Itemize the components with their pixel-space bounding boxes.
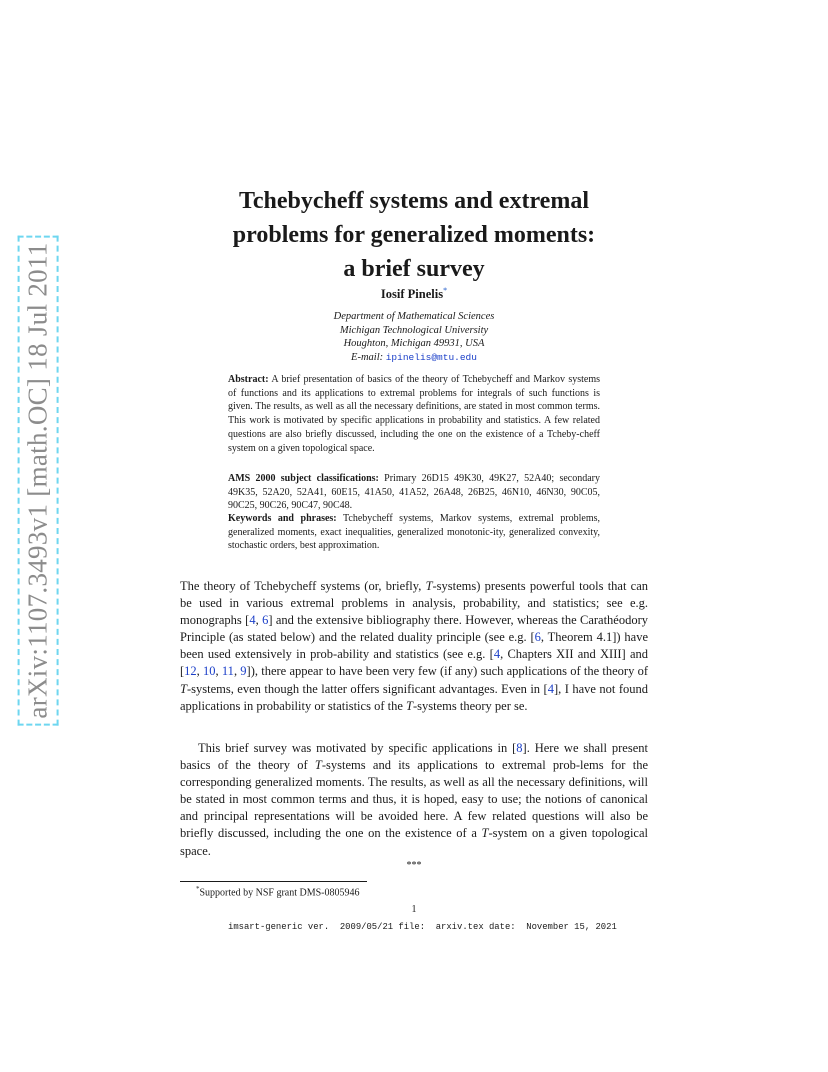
footnote-text: Supported by NSF grant DMS-0805946 bbox=[199, 887, 360, 899]
citation-link[interactable]: 4 bbox=[547, 681, 554, 696]
text-run: , bbox=[233, 664, 241, 679]
body-paragraph-1 bbox=[180, 578, 648, 715]
text-run: -system on a given topological space. bbox=[180, 826, 648, 858]
section-separator: *** bbox=[406, 860, 422, 871]
text-run: ], I have not found applications in probability or statistics of the bbox=[180, 681, 648, 713]
affiliation-dept: Department of Mathematical Sciences bbox=[333, 311, 495, 322]
email-link[interactable]: ipinelis@mtu.edu bbox=[385, 351, 477, 363]
text-run: This brief survey was motivated by specific applications in [ bbox=[198, 741, 517, 755]
title-line-1: Tchebycheff systems and extremal bbox=[239, 188, 589, 214]
text-run: , bbox=[215, 664, 222, 679]
email-label: E-mail: bbox=[351, 351, 384, 363]
math-symbol: T bbox=[180, 681, 187, 696]
citation-link[interactable]: 10 bbox=[203, 664, 216, 679]
paper-title bbox=[180, 184, 648, 286]
ams-classification bbox=[228, 472, 600, 513]
arxiv-identifier[interactable]: arXiv:1107.3493v1 [math.OC] 18 Jul 2011 bbox=[22, 241, 53, 719]
ams-label: AMS 2000 subject classifications: bbox=[228, 473, 379, 484]
text-run: -systems theory per se. bbox=[412, 698, 528, 713]
citation-link[interactable]: 4 bbox=[493, 647, 501, 662]
text-run: -systems, even though the latter offers significant advantages. Even in [ bbox=[186, 681, 548, 696]
author bbox=[180, 286, 648, 302]
keywords bbox=[228, 512, 600, 553]
text-run: ] and the extensive bibliography there. However, whereas the Carathéodory Principle (as stated below) and the related duality principle (see e.g. [ bbox=[180, 613, 649, 645]
keywords-text: Tchebycheff systems, Markov systems, extremal problems, generalized moments, exact inequalities, generalized monotonic-ity, generalized convexity, stochastic orders, best approximation. bbox=[228, 513, 600, 552]
title-line-2: problems for generalized moments: bbox=[232, 222, 596, 248]
citation-link[interactable]: 12 bbox=[184, 664, 197, 679]
text-run: -systems) presents powerful tools that can be used in various extremal problems in analysis, probability, and statistics; see e.g. monographs [ bbox=[180, 579, 648, 628]
footnote bbox=[196, 885, 360, 898]
text-run: -systems and its applications to extremal prob-lems for the corresponding generalized moments. The results, as well as all the necessary definitions, will be stated in most common terms and thus, it is hoped, easy to use; the notions of canonical and principal representations will be avoided here. A few related questions will also be briefly discussed, including the one on the existence of a bbox=[180, 758, 648, 841]
citation-link[interactable]: 4 bbox=[249, 613, 256, 628]
author-footnote-link[interactable]: * bbox=[443, 286, 448, 295]
ams-text: Primary 26D15 49K30, 49K27, 52A40; secondary 49K35, 52A20, 52A41, 60E15, 41A50, 41A52, 26A48, 26B25, 46N10, 46N30, 90C05, 90C25, 90C26, 90C47, 90C48. bbox=[228, 473, 601, 512]
text-run: ]. Here we shall present basics of the theory of bbox=[180, 741, 648, 773]
citation-link[interactable]: 6 bbox=[262, 613, 269, 628]
page-number: 1 bbox=[411, 904, 417, 915]
text-run: ]), there appear to have been very few (if any) such applications of the theory of bbox=[246, 664, 648, 679]
citation-link[interactable]: 11 bbox=[221, 664, 234, 679]
keywords-label: Keywords and phrases: bbox=[228, 513, 337, 524]
citation-link[interactable]: 6 bbox=[534, 630, 541, 645]
arxiv-side-stamp bbox=[20, 216, 56, 744]
text-run: , Theorem 4.1]) have been used extensively in prob-ability and statistics (see e.g. [ bbox=[180, 630, 648, 662]
body-paragraph-2 bbox=[180, 740, 648, 860]
affiliation-university: Michigan Technological University bbox=[339, 324, 489, 336]
math-symbol: T bbox=[481, 826, 489, 841]
text-run: The theory of Tchebycheff systems (or, briefly, bbox=[180, 579, 426, 593]
affiliation bbox=[180, 310, 648, 364]
page-footer: imsart-generic ver. 2009/05/21 file: arxiv.tex date: November 15, 2021 bbox=[228, 922, 617, 932]
citation-link[interactable]: 9 bbox=[240, 664, 247, 679]
abstract bbox=[228, 373, 600, 455]
affiliation-address: Houghton, Michigan 49931, USA bbox=[343, 338, 485, 349]
math-symbol: T bbox=[406, 698, 413, 713]
text-run: , bbox=[196, 664, 204, 679]
abstract-label: Abstract: bbox=[228, 374, 269, 385]
citation-link[interactable]: 8 bbox=[516, 741, 523, 755]
title-line-3: a brief survey bbox=[343, 256, 485, 282]
footnote-rule bbox=[180, 881, 367, 882]
math-symbol: T bbox=[314, 758, 322, 773]
abstract-text: A brief presentation of basics of the theory of Tchebycheff and Markov systems of functions and its applications to extremal problems for integrals of such functions is given. The results, as well as all the necessary definitions, are stated in most common terms. This work is motivated by specific applications in probability and statistics. A few related questions are also briefly discussed, including the one on the existence of a Tcheby-cheff system on a given topological space. bbox=[228, 374, 601, 454]
math-symbol: T bbox=[425, 579, 433, 593]
affiliation-email-line bbox=[180, 351, 648, 365]
text-run: , bbox=[255, 613, 263, 628]
footnote-mark: * bbox=[196, 885, 200, 893]
author-name: Iosif Pinelis bbox=[380, 287, 444, 302]
text-run: , Chapters XII and XIII] and [ bbox=[180, 647, 648, 679]
